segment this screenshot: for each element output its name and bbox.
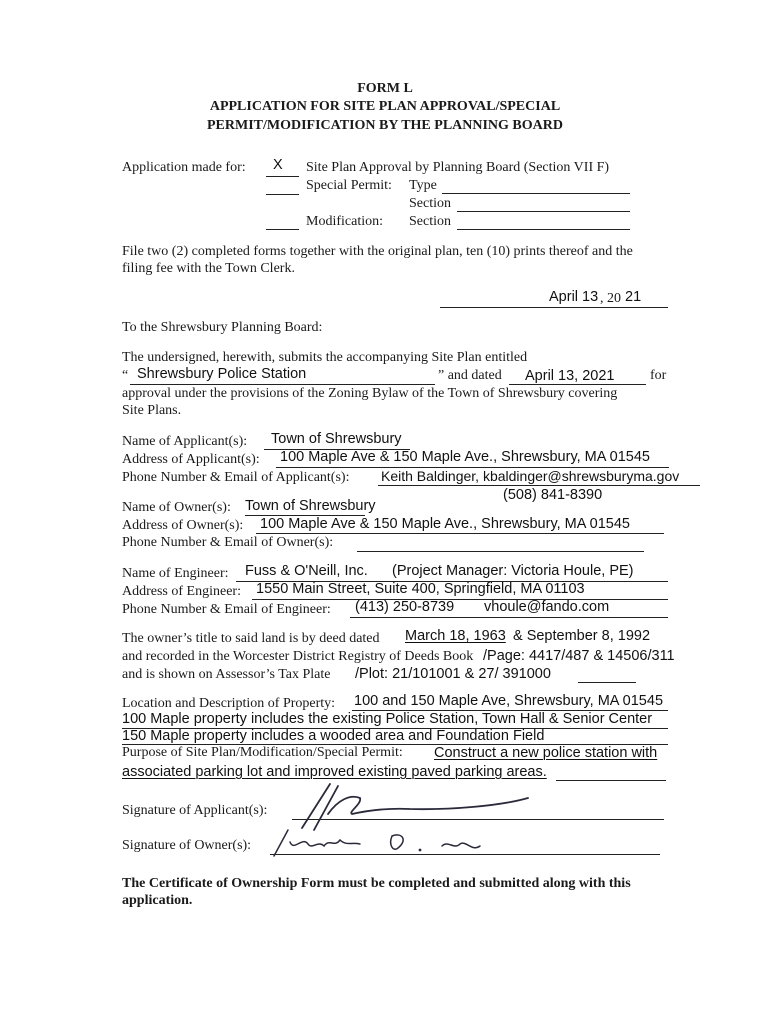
plan-date: April 13, 2021 — [525, 368, 615, 384]
engineer-address-label: Address of Engineer: — [122, 584, 241, 599]
applicant-name-value: Town of Shrewsbury — [271, 431, 402, 447]
applicant-contact-value: Keith Baldinger, kbaldinger@shrewsburyma.gov — [381, 468, 680, 484]
owner-name-value: Town of Shrewsbury — [245, 498, 376, 514]
footer-note-line1: The Certificate of Ownership Form must be completed and submitted along with this — [122, 876, 631, 891]
deed-line3-label: and is shown on Assessor’s Tax Plate — [122, 667, 331, 682]
owner-signature-mark — [268, 826, 498, 862]
engineer-email-value: vhoule@fando.com — [484, 599, 610, 615]
deed-line2-label: and recorded in the Worcester District Registry of Deeds Book — [122, 649, 474, 664]
engineer-name-label: Name of Engineer: — [122, 566, 229, 581]
site-plan-checkline — [266, 176, 299, 177]
deed-date-value-2: & September 8, 1992 — [513, 628, 651, 644]
tax-plate-value: /Plot: 21/101001 & 27/ 391000 — [355, 666, 551, 682]
special-permit-checkline — [266, 194, 299, 195]
site-plan-option-text: Site Plan Approval by Planning Board (Section VII F) — [306, 160, 610, 175]
deed-book-page-value: /Page: 4417/487 & 14506/311 — [483, 648, 675, 664]
plan-title-line — [130, 384, 435, 385]
form-title-line2: PERMIT/MODIFICATION BY THE PLANNING BOARD — [207, 118, 563, 133]
type-label: Type — [409, 178, 437, 193]
applicant-name-label: Name of Applicant(s): — [122, 434, 248, 449]
property-value-line2: 100 Maple property includes the existing Police Station, Town Hall & Senior Center — [122, 711, 653, 727]
purpose-label: Purpose of Site Plan/Modification/Special Permit: — [122, 745, 403, 760]
owner-phone-label: Phone Number & Email of Owner(s): — [122, 535, 334, 550]
owner-signature-label: Signature of Owner(s): — [122, 838, 252, 853]
instructions-line1: File two (2) completed forms together with the original plan, ten (10) prints thereof and the — [122, 244, 633, 259]
property-value-line3: 150 Maple property includes a wooded area and Foundation Field — [122, 728, 545, 744]
purpose-line-end — [556, 780, 666, 781]
applicant-phone-number: (508) 841-8390 — [503, 487, 603, 503]
submission-line1: The undersigned, herewith, submits the accompanying Site Plan entitled — [122, 350, 528, 365]
section-field-line — [457, 211, 630, 212]
plan-date-line — [509, 384, 646, 385]
modification-checkline — [266, 229, 299, 230]
form-title-line1: APPLICATION FOR SITE PLAN APPROVAL/SPECIAL — [209, 99, 561, 114]
purpose-value-line1: Construct a new police station with — [434, 745, 658, 761]
applicant-address-value: 100 Maple Ave & 150 Maple Ave., Shrewsbury, MA 01545 — [280, 449, 650, 465]
deed-line1-label: The owner’s title to said land is by deed dated — [122, 631, 380, 646]
form-id: FORM L — [357, 81, 413, 96]
owner-phone-line — [357, 551, 644, 552]
modification-section-line — [457, 229, 630, 230]
purpose-value-line2: associated parking lot and improved existing paved parking areas. — [122, 764, 547, 780]
owner-address-line — [256, 533, 664, 534]
engineer-project-manager: (Project Manager: Victoria Houle, PE) — [392, 563, 634, 579]
date-handwritten: April 13 — [549, 289, 599, 305]
property-value-line1: 100 and 150 Maple Ave, Shrewsbury, MA 01545 — [354, 693, 664, 709]
section-label: Section — [409, 196, 451, 211]
date-year-prefix: , 20 — [600, 291, 621, 306]
modification-label: Modification: — [306, 214, 383, 229]
engineer-phone-line — [350, 617, 668, 618]
application-for-label: Application made for: — [122, 160, 246, 175]
applicant-address-label: Address of Applicant(s): — [122, 452, 260, 467]
instructions-line2: filing fee with the Town Clerk. — [122, 261, 295, 276]
engineer-phone-label: Phone Number & Email of Engineer: — [122, 602, 331, 617]
deed-date-value: March 18, 1963 — [405, 628, 506, 644]
date-line — [440, 307, 668, 308]
salutation: To the Shrewsbury Planning Board: — [122, 320, 323, 335]
submission-line3: approval under the provisions of the Zoning Bylaw of the Town of Shrewsbury covering — [122, 386, 618, 401]
date-year: 21 — [625, 289, 642, 305]
owner-address-label: Address of Owner(s): — [122, 518, 244, 533]
engineer-address-value: 1550 Main Street, Suite 400, Springfield, MA 01103 — [256, 581, 585, 597]
engineer-name-value: Fuss & O'Neill, Inc. — [245, 563, 368, 579]
applicant-phone-line — [378, 485, 700, 486]
footer-note-line2: application. — [122, 893, 193, 908]
open-quote: “ — [122, 368, 129, 383]
modification-section-label: Section — [409, 214, 451, 229]
plan-title: Shrewsbury Police Station — [137, 366, 307, 382]
tax-plate-line — [578, 682, 636, 683]
applicant-phone-label: Phone Number & Email of Applicant(s): — [122, 470, 350, 485]
owner-name-label: Name of Owner(s): — [122, 500, 231, 515]
owner-address-value: 100 Maple Ave & 150 Maple Ave., Shrewsbury, MA 01545 — [260, 516, 630, 532]
submission-line4: Site Plans. — [122, 403, 182, 418]
applicant-signature-label: Signature of Applicant(s): — [122, 803, 268, 818]
type-field-line — [442, 193, 630, 194]
property-label: Location and Description of Property: — [122, 696, 336, 711]
special-permit-label: Special Permit: — [306, 178, 392, 193]
site-plan-check-mark: X — [273, 157, 283, 173]
for-text: for — [650, 368, 667, 383]
engineer-phone-value: (413) 250-8739 — [355, 599, 455, 615]
dated-text: ” and dated — [438, 368, 502, 383]
